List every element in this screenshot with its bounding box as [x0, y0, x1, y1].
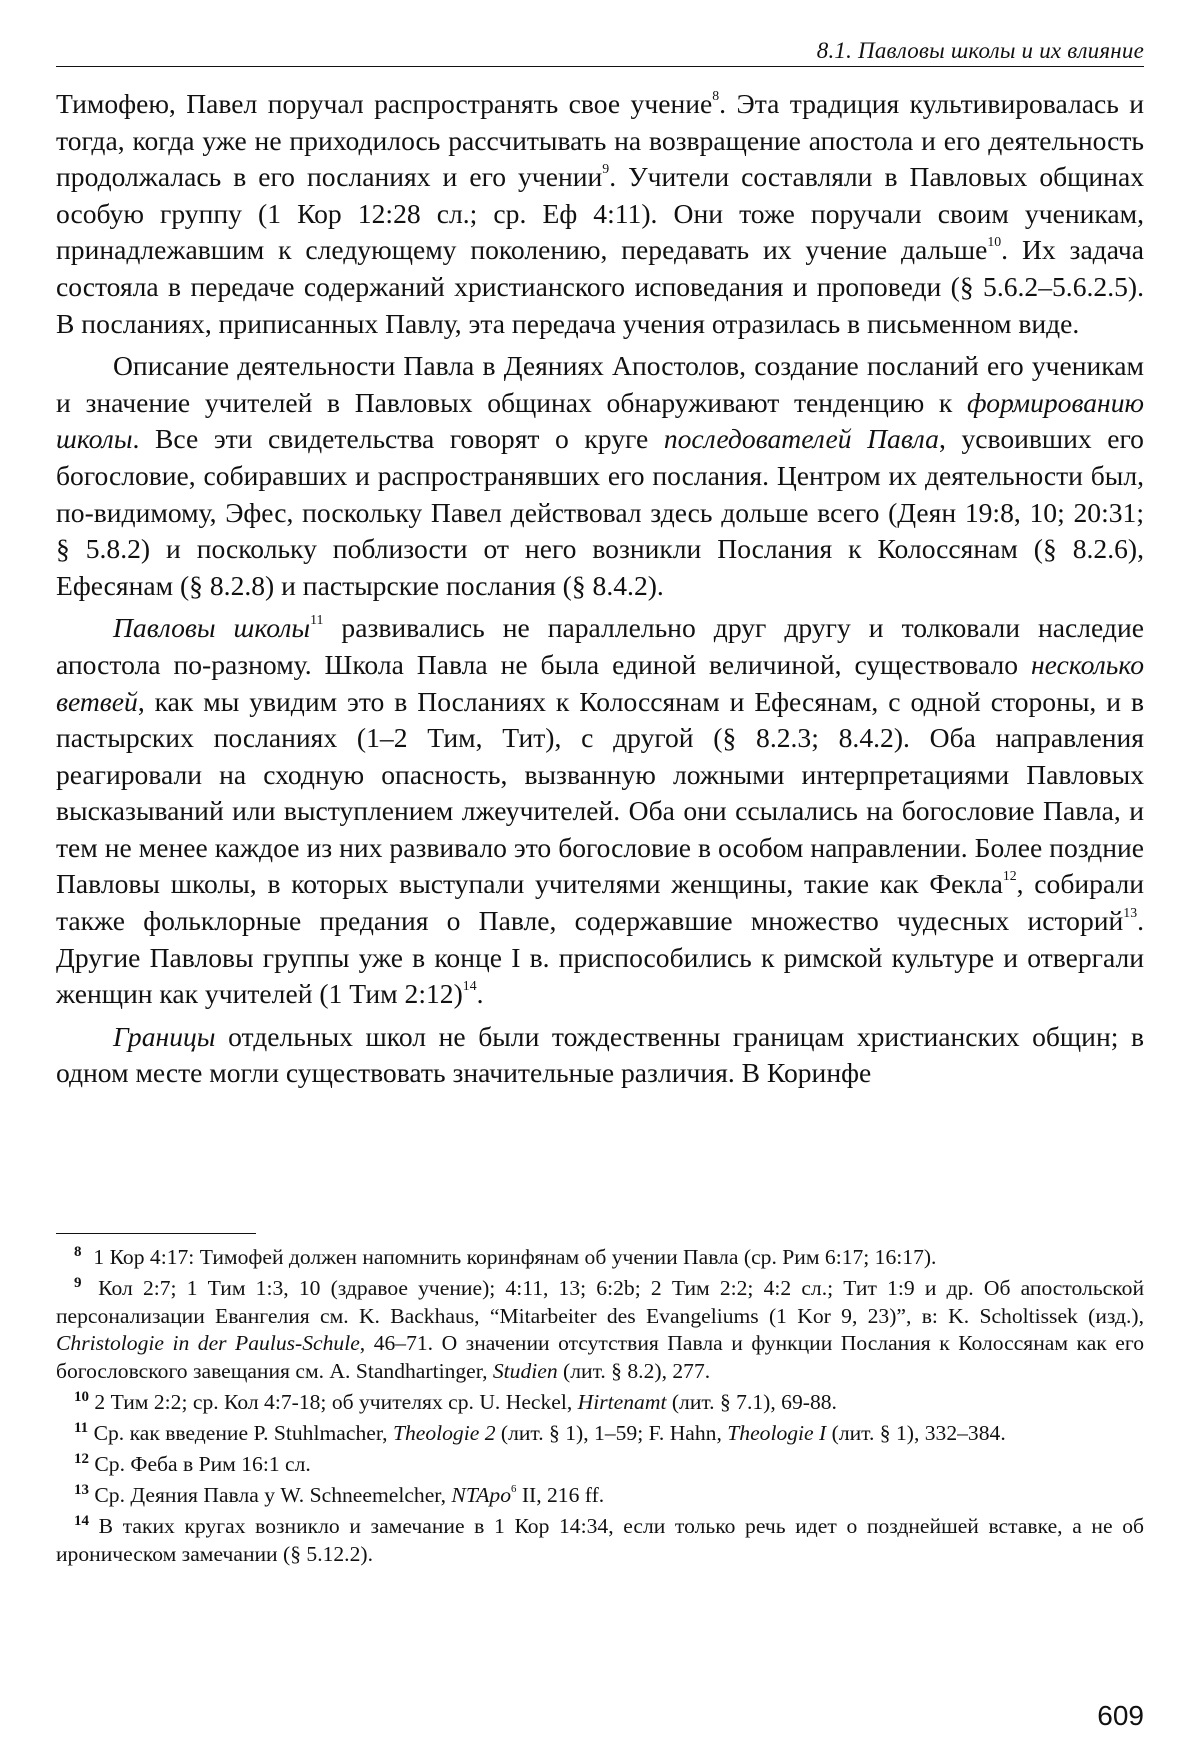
text-run: , 46–71. О значении отсутствия Павла и функции Послания к Колоссянам как его богословского завещания см. A. Standhartinger, [56, 1331, 1144, 1383]
text-run: (лит. § 1), 332–384. [826, 1421, 1006, 1446]
text-run: 1 Кор 4:17: Тимофей должен напомнить коринфянам об учении Павла (ср. Рим 6:17; 16:17). [93, 1245, 937, 1269]
footnote-reference: 14 [462, 978, 477, 994]
text-run: . Все эти свидетельства говорят о круге [132, 423, 664, 455]
text-run: Кол 2:7; 1 Тим 1:3, 10 (здравое учение); 4:11, 13; 6:2b; 2 Тим 2:2; 4:2 сл.; Тит 1:9 и др. Об апостольской персонализации Евангелия см. K. Backhaus, “Mitarbeiter des Evangeliums (1 Kor 9, 23)”, в: K. Scholtissek (изд.), [56, 1276, 1145, 1328]
text-run: , как мы увидим это в Посланиях к Колоссянам и Ефесянам, с одной стороны, и в пастырских посланиях (1–2 Тим, Тит), с другой (§ 8.2.3; 8.4.2). Оба направления реагировали на сходную опасность, вызванную ложными интерпретациями Павловых высказываний или выступлением лжеучителей. Оба они ссылались на богословие Павла, и тем не менее каждое из них развивало это богословие в особом направлении. Более поздние Павловы школы, в которых выступали учителями женщины, такие как Фекла [56, 685, 1144, 900]
text-run: (лит. § 1), 1–59; F. Hahn, [495, 1421, 728, 1446]
emphasis-text: Границы [113, 1020, 216, 1052]
footnote-reference: 6 [511, 1483, 517, 1495]
text-run: развивались не параллельно друг другу и толковали наследие апостола по-разному. Школа Павла не была единой величиной, существовало [56, 612, 1144, 680]
emphasis-text: Studien [492, 1358, 558, 1383]
emphasis-text: Theologie 2 [392, 1421, 496, 1446]
emphasis-text: несколько ветвей [56, 648, 1144, 717]
text-run: Ср. Деяния Павла у W. Schneemelcher, [94, 1483, 452, 1508]
text-run: . Эта традиция культивировалась и тогда, когда уже не приходилось рассчитывать на возвращение апостола и его деятельность продолжалась в его посланиях и его учении [56, 88, 1144, 193]
text-run: 2 Тим 2:2; ср. Кол 4:7-18; об учителях ср. U. Heckel, [94, 1389, 578, 1414]
footnote-reference: 10 [987, 234, 1002, 250]
footnote-reference: 8 [712, 87, 720, 103]
footnotes [56, 1244, 1144, 1572]
emphasis-text: Hirtenamt [577, 1389, 667, 1414]
emphasis-text: Павловы школы [113, 612, 311, 644]
footnote: 14 В таких кругах возникло и замечание в 1 Кор 14:34, если только речь идет о позднейшей вставке, а не об ироническом замечании (§ 5.12.2). [56, 1513, 1144, 1566]
text-run: . Учители составляли в Павловых общинах особую группу (1 Кор 12:28 сл.; ср. Еф 4:11). Они тоже поручали своим ученикам, принадлежавшим к следующему поколению, передавать их учение дальше [56, 161, 1144, 266]
text-run: В таких кругах возникло и замечание в 1 Кор 14:34, если только речь идет о позднейшей вставке, а не об ироническом замечании (§ 5.12.2). [56, 1514, 1144, 1566]
body-paragraph [56, 1019, 1144, 1092]
footnote: 12 Ср. Феба в Рим 16:1 сл. [74, 1450, 311, 1477]
body-paragraph [56, 348, 1144, 604]
footnote-reference: 9 [602, 161, 610, 177]
footnote-reference: 11 [310, 612, 324, 628]
footnote: 10 2 Тим 2:2; ср. Кол 4:7-18; об учителях ср. U. Heckel, Hirtenamt (лит. § 7.1), 69-88. [74, 1388, 837, 1414]
text-run: Ср. Феба в Рим 16:1 сл. [94, 1452, 311, 1477]
text-run: . [476, 978, 484, 1010]
text-run: Тимофею, Павел поручал распространять свое учение [56, 88, 713, 119]
text-run: Ср. как введение P. Stuhlmacher, [93, 1421, 393, 1446]
text-run: . Другие Павловы группы уже в конце I в. приспособились к римской культуре и отвергали женщин как учителей (1 Тим 2:12) [56, 905, 1144, 1010]
text-run: Описание деятельности Павла в Деяниях Апостолов, создание посланий его ученикам и значение учителей в Павловых общинах обнаруживают тенденцию к [56, 350, 1144, 418]
text-run: отдельных школ не были тождественны границам христианских общин; в одном месте могли существовать значительные различия. В Коринфе [56, 1020, 1144, 1089]
text-run: II, 216 ff. [516, 1483, 605, 1508]
text-run: , собирали также фольклорные предания о Павле, содержавшие множество чудесных историй [56, 868, 1144, 937]
main-text [56, 86, 1144, 1098]
footnote: 9 Кол 2:7; 1 Тим 1:3, 10 (здравое учение); 4:11, 13; 6:2b; 2 Тим 2:2; 4:2 сл.; Тит 1:9 и др. Об апостольской персонализации Евангелия см. K. Backhaus, “Mitarbeiter des Evangeliums (1 Kor 9, 23)”, в: K. Scholtissek (изд.), Christologie in der Paulus-Schule, 46–71. О значении отсутствия Павла и функции Послания к Колоссянам как его богословского завещания см. A. Standhartinger, Studien (лит. § 8.2), 277. [56, 1274, 1145, 1383]
footnote-reference: 13 [1123, 904, 1138, 920]
text-run: (лит. § 8.2), 277. [557, 1358, 711, 1383]
emphasis-text: последователей Павла [663, 423, 939, 455]
emphasis-text: Theologie I [727, 1421, 827, 1446]
body-paragraph [56, 86, 1144, 342]
footnote-separator [56, 1233, 256, 1234]
footnote: 11 Ср. как введение P. Stuhlmacher, Theologie 2 (лит. § 1), 1–59; F. Hahn, Theologie I (лит. § 1), 332–384. [74, 1419, 1006, 1446]
header-rule [56, 66, 1144, 67]
page-number: 609 [1097, 1700, 1144, 1731]
text-run: . Их задача состояла в передаче содержаний христианского исповедания и проповеди (§ 5.6.2–5.6.2.5). В посланиях, приписанных Павлу, эта передача учения отразилась в письменном виде. [56, 234, 1144, 339]
emphasis-text: Christologie in der Paulus-Schule [56, 1331, 360, 1356]
emphasis-text: NTApo [451, 1483, 512, 1508]
text-run: (лит. § 7.1), 69-88. [666, 1389, 837, 1414]
footnote-reference: 12 [1002, 868, 1017, 884]
footnote: 8 1 Кор 4:17: Тимофей должен напомнить коринфянам об учении Павла (ср. Рим 6:17; 16:17). [74, 1243, 937, 1269]
footnote: 13 Ср. Деяния Павла у W. Schneemelcher, NTApo$^6$ II, 216 ff. [74, 1482, 605, 1508]
body-paragraph [56, 610, 1144, 1013]
emphasis-text: формированию школы [56, 386, 1144, 455]
text-run: , усвоивших его богословие, собиравших и распространявших его послания. Центром их деятельности был, по-видимому, Эфес, поскольку Павел действовал здесь дольше всего (Деян 19:8, 10; 20:31; § 5.8.2) и поскольку поблизости от него возникли Послания к Колоссянам (§ 8.2.6), Ефесянам (§ 8.2.8) и пастырские послания (§ 8.4.2). [56, 423, 1144, 601]
running-head: 8.1. Павловы школы и их влияние [816, 38, 1144, 63]
book-page [56, 0, 1144, 1761]
